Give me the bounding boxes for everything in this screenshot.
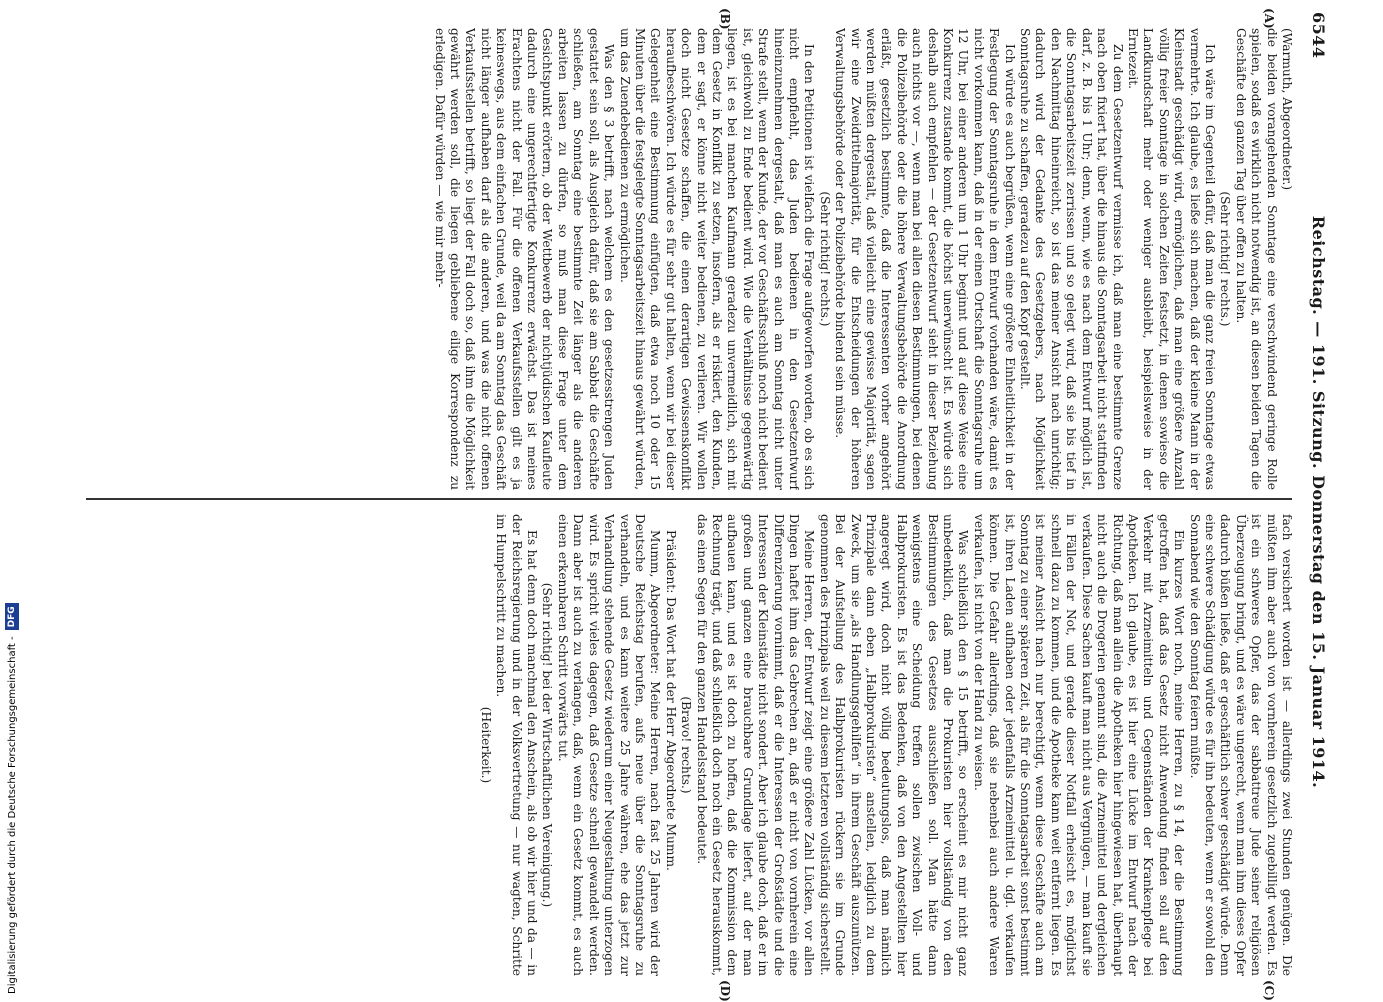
- paragraph: Was den § 3 betrifft, nach welchem es den gesetzesstrengen Juden gestattet sein soll, als Ausgleich dafür, daß sie am Sabbat die Geschäfte schließen, am Sonntag eine bestimmte Zeit länger als die anderen arbeiten lassen zu dürfen, so muß man diese Frage unter dem Gesichtspunkt erörtern, ob der Wettbewerb der nichtjüdischen Kaufleute dadurch eine ungerechtfertigte Konkurrenz erwächst. Das ist meines Erachtens nicht der Fall. Für die offenen Verkaufsstellen gilt es ja keineswegs, aus dem einfachen Grunde, weil da am Sonntag das Geschäft nicht länger aufhaben darf als die anderen, und was die nicht offenen Verkaufsstellen betrifft, so liegt der Fall doch so, daß ihm die Möglichkeit gewährt werden soll, die liegen gebliebene eilige Korrespondenz zu erledigen. Dafür würden — wie mir mehr-: [432, 28, 617, 490]
- margin-marker-c: (C): [1262, 980, 1276, 1001]
- digitization-credit: [4, 4, 20, 994]
- paragraph: Mumm, Abgeordneter: Meine Herren, nach fast 25 Jahren wird der Deutsche Reichstag berufen, aufs neue über die Sonntagsruhe zu verhandeln, und es kann weitere 25 Jahre währen, ehe das jetzt zur Verhandlung stehende Gesetz wiederum einer Neugestaltung unterzogen wird. Es spricht vieles dagegen, daß Gesetze schnell gewandelt werden. Dann aber ist auch zu verlangen, daß, wenn ein Gesetz kommt, es auch einen erkennbaren Schritt vorwärts tut.: [555, 514, 663, 976]
- margin-marker-b: (B): [718, 8, 732, 30]
- column-divider: [86, 498, 1292, 500]
- interjection: (Sehr richtig! rechts.): [1218, 191, 1233, 327]
- margin-marker-a: (A): [1262, 8, 1276, 29]
- paragraph: Was schließlich den § 15 betrifft, so erscheint es mir nicht ganz unbedenklich, daß man die Prokuristen hier vollständig von den Bestimmungen des Gesetzes ausschließen soll. Man hätte dann wenigstens eine Scheidung treffen sollen zwischen Voll- und Halbprokuristen. Es ist das Bedenken, daß von den Angestellten hier angeregt wird, doch nicht völlig bedeutungslos, daß man nämlich Prinzipale dann eben „Halbprokuristen“ anstellen, lediglich zu dem Zweck, um sie „als Handlungsgehilfen“ in ihrem Geschäft auszunützen. Bei der Aufstellung des Halbprokuristen rückern sie im Grunde genommen des Prinzipals weil zu diesem letzteren vollständig sicherstellt.: [817, 514, 971, 976]
- left-text-column: [84, 28, 1294, 490]
- paragraph: Ein kurzes Wort noch, meine Herren, zu § 14, der die Bestimmung getroffen hat, daß das Gesetz nicht Anwendung finden soll auf den Verkehr mit Arzneimitteln und Gegenständen der Krankenpflege bei Apotheken. Ich glaube, es ist hier eine Lücke im Entwurf nach der Richtung, daß man allein die Apotheken hier hingewiesen hat, überhaupt nicht auch die Drogerien genannt sind, die Arzneimittel und dergleichen verkaufen. Diese Sachen kauft man nicht aus Vergnügen, — man kauft sie in Fällen der Not, und gerade dieser Notfall erheischt es, möglichst schnell dazu zu kommen, und die Apotheke kann weit entfernt liegen. Es ist meiner Ansicht nach nur berechtigt, wenn diese Geschäfte auch am Sonntag zu einer späteren Zeit, als für die Sonntagsarbeit sonst bestimmt ist, ihren Laden aufhaben oder jedenfalls Arzneimittel u. dgl. verkaufen können. Die Gefahr allerdings, daß sie nebenbei auch andere Waren verkaufen, ist nicht von der Hand zu weisen.: [971, 514, 1187, 976]
- paragraph: Es hat denn doch manchmal den Anschein, als ob wir hier und da — in der Reichsregierung und in der Volksvertretung — nur wagten, Schritte im Humpelschritt zu machen.: [494, 514, 540, 976]
- paragraph: Ich wäre im Gegenteil dafür, daß man die ganz freien Sonntage etwas vermehrte. Ich glaube, es ließe sich machen, daß der kleine Mann in der Kleinstadt geschädigt wird, ermöglichen, daß man eine größere Anzahl völlig freier Sonntage in solchen Zeiten festsetzt, in denen sowieso die Landkundschaft mehr oder weniger ausbleibt, beispielsweise in der Erntezeit.: [1125, 28, 1217, 490]
- page-number: 6544: [1309, 12, 1328, 59]
- interjection: (Sehr richtig! rechts.): [817, 191, 832, 327]
- margin-marker-d: (D): [718, 980, 732, 1002]
- interjection: (Heiterkeit.): [478, 706, 493, 784]
- right-text-column: [84, 514, 1294, 976]
- rotated-page: [58, 8, 1328, 1002]
- paragraph: die beiden vorangehenden Sonntage eine verschwindend geringe Rolle spielen, sodaß es wirklich nicht notwendig ist, an diesen beiden Tagen die Geschäfte den ganzen Tag über offen zu halten.: [1233, 28, 1279, 490]
- running-title: Reichstag. — 191. Sitzung. Donnerstag den 15. Januar 1914.: [1309, 215, 1328, 789]
- page-header: [1304, 12, 1328, 992]
- interjection: (Bravo! rechts.): [679, 696, 694, 794]
- paragraph: (Warmuth, Abgeordneter.): [1280, 28, 1294, 191]
- dfg-logo: DFG: [5, 603, 19, 630]
- paragraph: Zu dem Gesetzentwurf vermisse ich, daß man eine bestimmte Grenze nach oben fixiert hat, über die hinaus die Sonntagsarbeit nicht stattfinden darf, z. B. bis 1 Uhr; denn, wenn, wie es nach dem Entwurf möglich ist, die Sonntagsarbeitszeit zerrissen und so gelegt wird, daß sie bis tief in den Nachmittag hineinreicht, so ist das meiner Ansicht nach unrichtig; dadurch wird der Gedanke des Gesetzgebers, nach Möglichkeit Sonntagsruhe zu schaffen, geradezu auf den Kopf gestellt.: [1018, 28, 1125, 490]
- paragraph: In den Petitionen ist vielfach die Frage aufgeworfen worden, ob es sich nicht empfiehlt, das Juden bedienen in den Gesetzentwurf hineinzunehmen dergestalt, daß man es auch am Sonntag nicht unter Strafe stellt, wenn der Kunde, der vor Geschäftsschluß noch nicht bedient ist, gleichwohl zu Ende bedient wird. Wie die Verhältnisse gegenwärtig liegen, ist es bei manchen Kaufmann geradezu unvermeidlich, sich mit dem Gesetz in Konflikt zu setzen, insofern, als er riskiert, den Kunden, dem er sagt, er könne nicht weiter bedienen, zu verlieren. Wir wollen doch nicht Gesetze schaffen, die einen derartigen Gewissenskonflikt heraufbeschwören. Ich würde es für sehr gut halten, wenn wir bei dieser Gelegenheit eine Bestimmung einfügten, daß etwa noch 10 oder 15 Minuten über die festgelegte Sonntagsarbeitszeit hinaus gewährt würden, um das Zuendebedienen zu ermöglichen.: [617, 28, 817, 490]
- paragraph: fach versichert worden ist — allerdings zwei Stunden genügen. Die müßten ihm aber auch von vornherein gesetzlich zugebilligt werden. Es ist ein schweres Opfer, das der sabbattreue Jude seiner religiösen Überzeugung bringt, und es wäre ungerecht, wenn man ihm dieses Opfer dadurch büßen ließe, daß er geschäftlich schwer geschädigt würde. Denn eine schwere Schädigung würde es für ihn bedeuten, wenn er sowohl den Sonnabend wie den Sonntag feiern müßte.: [1187, 514, 1294, 976]
- paragraph: Ich würde es auch begrüßen, wenn eine größere Einheitlichkeit in der Festlegung der Sonntagsruhe in dem Entwurf vorhanden wäre, damit es nicht vorkommen kann, daß in der einen Ortschaft die Sonntagsruhe um 12 Uhr, bei einer anderen um 1 Uhr beginnt und auf diese Weise eine Konkurrenz zustande kommt, die höchst unerwünscht ist. Es würde sich deshalb auch empfehlen — der Gesetzentwurf sieht in dieser Beziehung auch nichts vor —, wenn man bei allen diesen Bestimmungen, bei denen die Polizeibehörde oder die höhere Verwaltungsbehörde die Anordnung erläßt, gesetzlich bestimmte, daß die Interessenten vorher angehört werden müßten dergestalt, daß vielleicht eine gewisse Majorität, sagen wir eine Zweidrittelmajorität, für die Entscheidungen der höheren Verwaltungsbehörde oder der Polizeibehörde bindend sein müsse.: [833, 28, 1017, 490]
- interjection: (Sehr richtig! bei der Wirtschaftlichen Vereinigung.): [540, 582, 555, 908]
- paragraph: Präsident: Das Wort hat der Herr Abgeordnete Mumm.: [663, 530, 678, 871]
- paragraph: Meine Herren, der Entwurf zeigt eine größere Zahl Lücken, vor allen Dingen haftet ihm das Gebrechen an, daß er nicht von vornherein eine Differenzierung vornimmt, daß er die Interessen der Großstädte und die Interessen der Kleinstädte nicht sondert. Aber ich glaube doch, daß er im großen und ganzen eine brauchbare Grundlage liefert, auf der man aufbauen kann, und es ist doch zu hoffen, daß die Kommission dem Rechnung trägt, und daß schließlich doch noch ein Gesetz herauskommt, das einen Segen für den ganzen Handelsstand bedeutet.: [694, 514, 817, 976]
- credit-text: Digitalisierung gefördert durch die Deutsche Forschungsgemeinschaft -: [6, 636, 18, 994]
